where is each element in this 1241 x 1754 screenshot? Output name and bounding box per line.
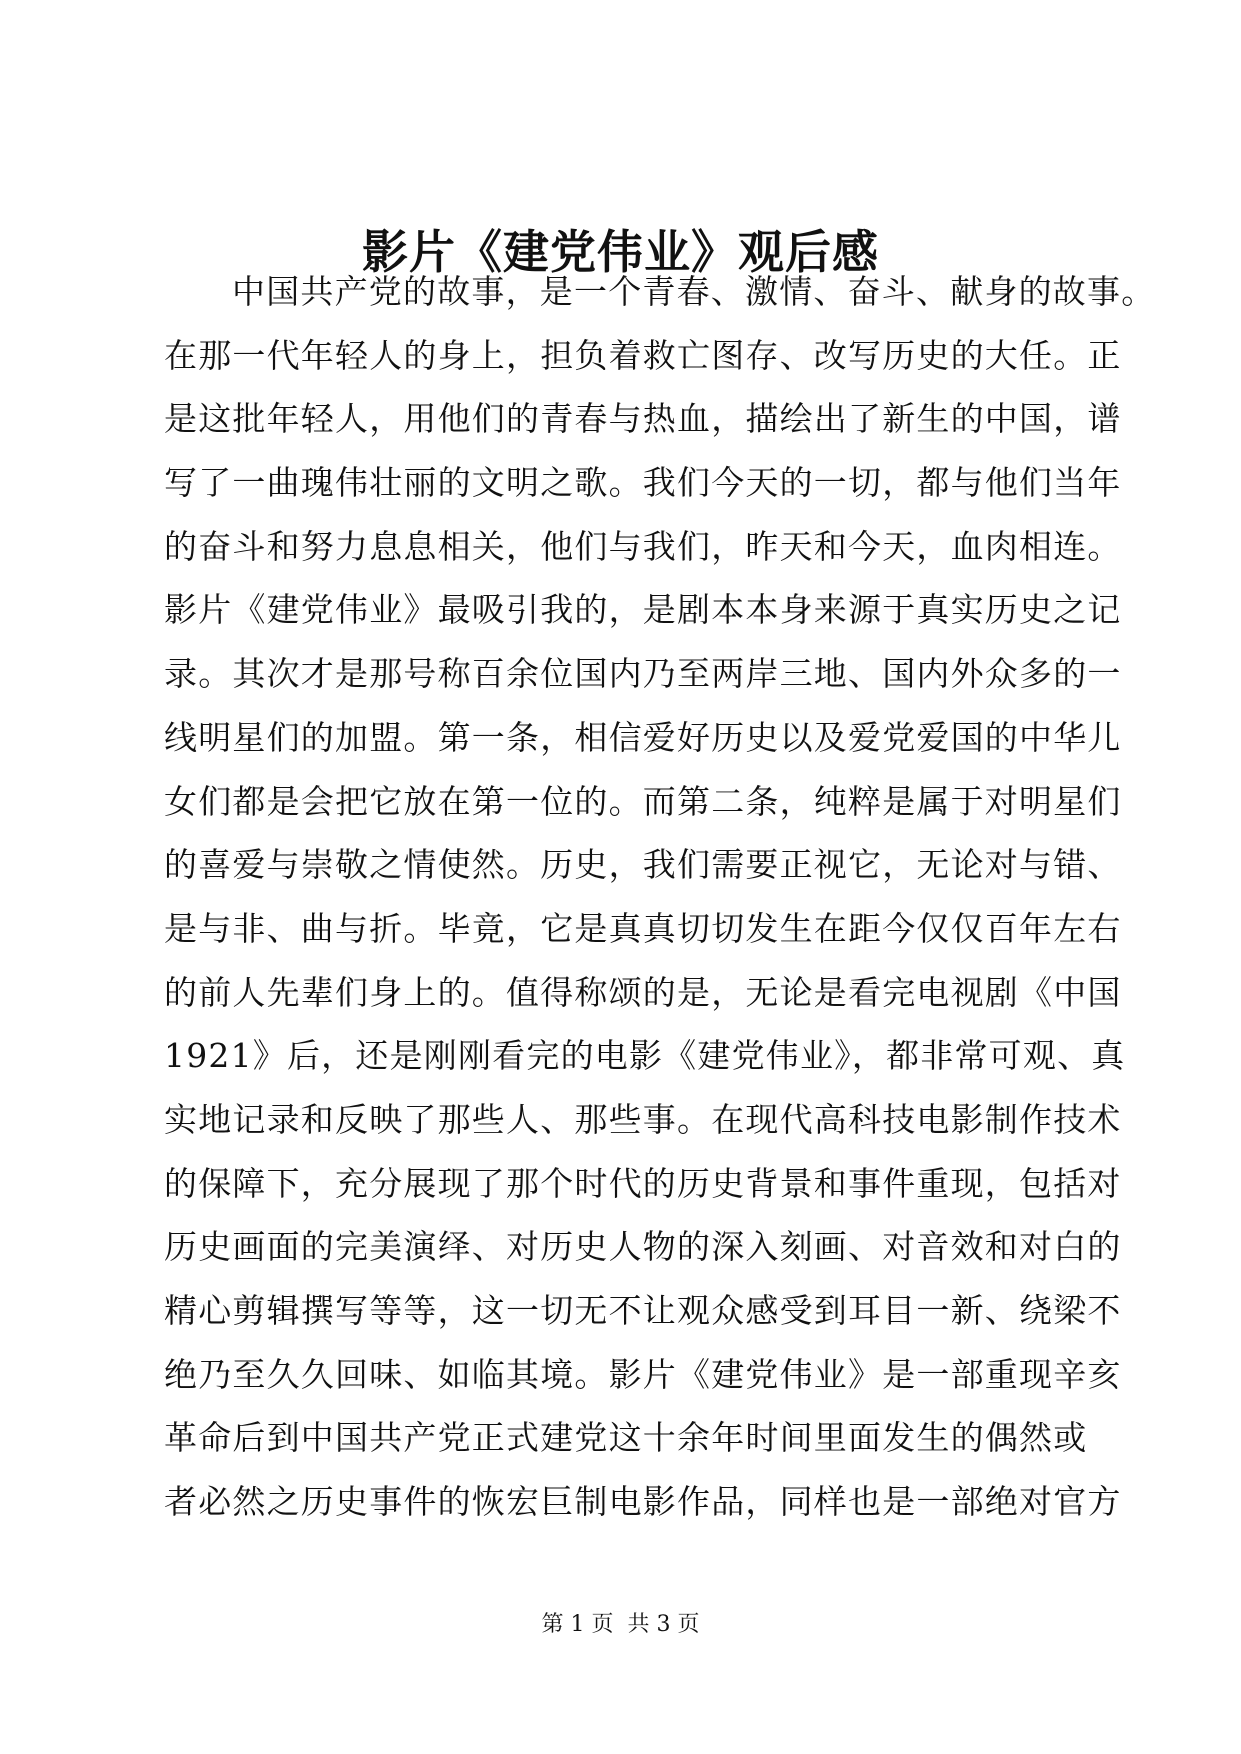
paragraph-line: 的喜爱与崇敬之情使然。历史，我们需要正视它，无论对与错、 [164,845,1122,885]
paragraph-line: 的奋斗和努力息息相关，他们与我们，昨天和今天，血肉相连。 [164,526,1122,566]
paragraph-line: 实地记录和反映了那些人、那些事。在现代高科技电影制作技术 [164,1099,1122,1139]
paragraph-line: 是与非、曲与折。毕竟，它是真真切切发生在距今仅仅百年左右 [164,908,1122,948]
paragraph-line: 历史画面的完美演绎、对历史人物的深入刻画、对音效和对白的 [164,1227,1122,1267]
paragraph-line: 录。其次才是那号称百余位国内乃至两岸三地、国内外众多的一 [164,654,1122,694]
paragraph-line: 中国共产党的故事，是一个青春、激情、奋斗、献身的故事。 [232,272,1156,311]
paragraph-line: 女们都是会把它放在第一位的。而第二条，纯粹是属于对明星们 [164,781,1122,821]
paragraph-line: 绝乃至久久回味、如临其境。影片《建党伟业》是一部重现辛亥 [164,1354,1122,1394]
paragraph-line: 精心剪辑撰写等等，这一切无不让观众感受到耳目一新、绕梁不 [164,1291,1122,1330]
page-footer [0,1610,1241,1640]
paragraph-line: 影片《建党伟业》最吸引我的，是剧本本身来源于真实历史之记 [164,590,1122,630]
paragraph-line: 是这批年轻人，用他们的青春与热血，描绘出了新生的中国，谱 [164,399,1122,439]
paragraph-line: 在那一代年轻人的身上，担负着救亡图存、改写历史的大任。正 [164,335,1122,375]
paragraph-line: 的保障下，充分展现了那个时代的历史背景和事件重现，包括对 [164,1163,1122,1203]
paragraph-line: 写了一曲瑰伟壮丽的文明之歌。我们今天的一切，都与他们当年 [164,463,1122,503]
paragraph-line: 者必然之历史事件的恢宏巨制电影作品，同样也是一部绝对官方 [164,1482,1122,1522]
paragraph-line: 线明星们的加盟。第一条，相信爱好历史以及爱党爱国的中华儿 [164,717,1122,757]
paragraph-line: 革命后到中国共产党正式建党这十余年时间里面发生的偶然或 [164,1418,1088,1458]
page-number: 第 1 页 [541,1612,614,1637]
paragraph-line: 的前人先辈们身上的。值得称颂的是，无论是看完电视剧《中国 [164,972,1122,1012]
body-paragraph [164,260,1156,1534]
page-total: 共 3 页 [627,1612,700,1637]
document-title: 影片《建党伟业》观后感 [362,225,879,279]
paragraph-line: 1921》后，还是刚刚看完的电影《建党伟业》，都非常可观、真 [164,1036,1126,1076]
